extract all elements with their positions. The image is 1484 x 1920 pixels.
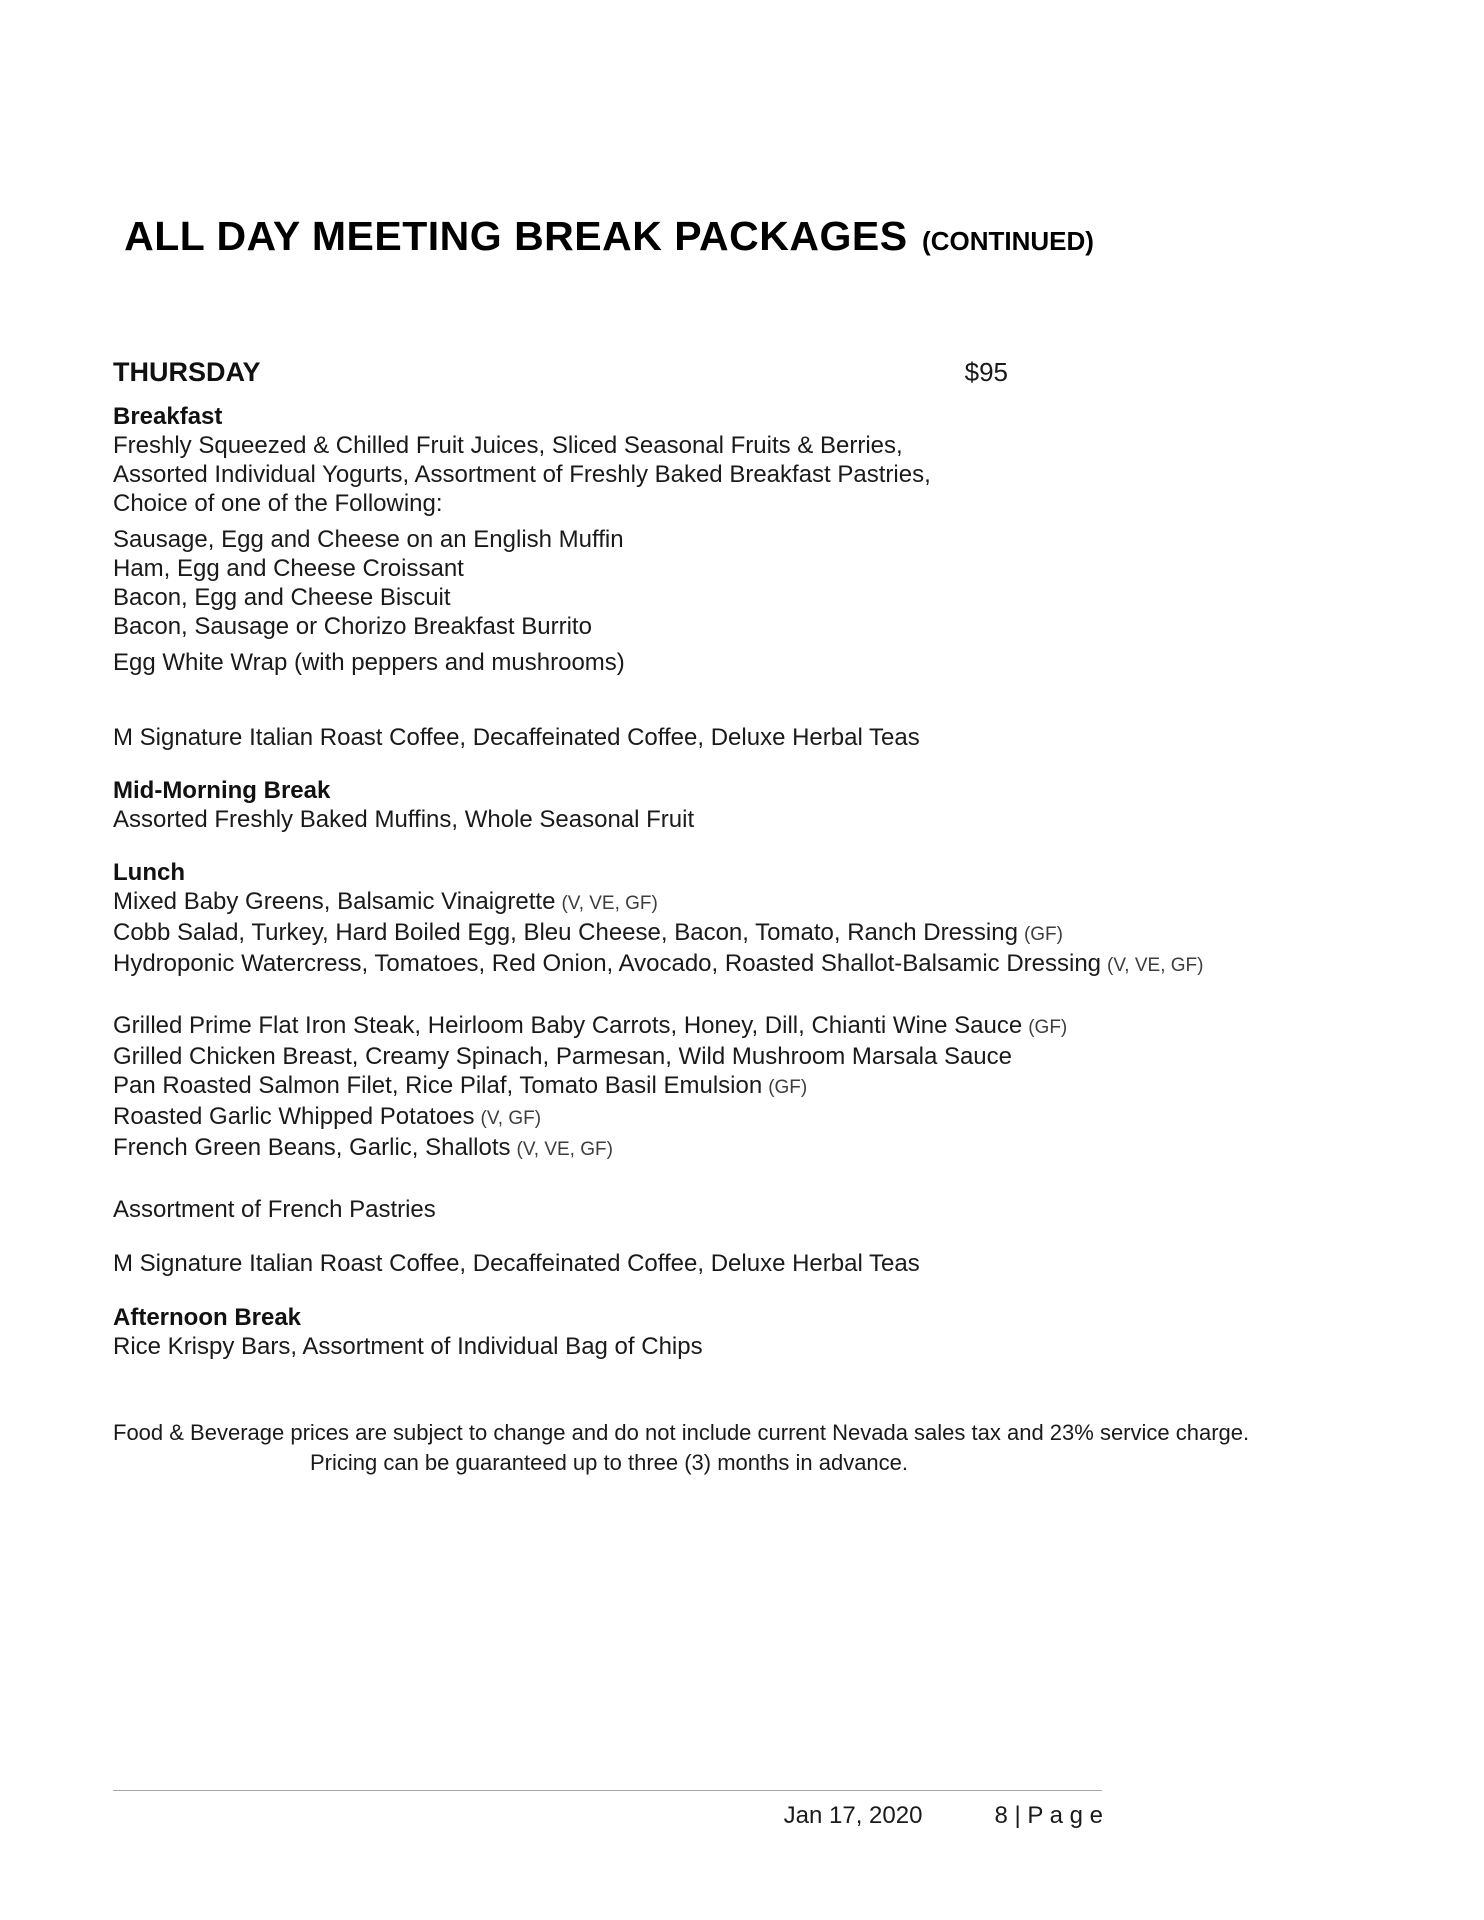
menu-line <box>113 1011 1105 1042</box>
menu-item-text: Cobb Salad, Turkey, Hard Boiled Egg, Bleu Cheese, Bacon, Tomato, Ranch Dressing <box>113 919 1018 946</box>
menu-item-text: Hydroponic Watercress, Tomatoes, Red Onion, Avocado, Roasted Shallot-Balsamic Dressing <box>113 950 1102 977</box>
menu-line <box>113 1102 1105 1133</box>
dietary-tag: (V, VE, GF) <box>561 893 658 914</box>
page-title-continued: (CONTINUED) <box>922 226 1094 256</box>
menu-item-text: French Green Beans, Garlic, Shallots <box>113 1134 511 1161</box>
footer-note-2: Pricing can be guaranteed up to three (3) months in advance. <box>309 1450 909 1475</box>
menu-line: Bacon, Sausage or Chorizo Breakfast Burrito <box>113 613 592 640</box>
section-heading-breakfast: Breakfast <box>113 403 223 430</box>
dietary-tag: (GF) <box>1028 1017 1068 1038</box>
menu-item-text: Grilled Prime Flat Iron Steak, Heirloom Baby Carrots, Honey, Dill, Chianti Wine Sauce <box>113 1012 1023 1039</box>
menu-line <box>113 1071 1105 1102</box>
menu-line: Assortment of French Pastries <box>113 1196 436 1223</box>
dietary-tag: (V, VE, GF) <box>1107 955 1204 976</box>
footer-date: Jan 17, 2020 <box>783 1802 923 1829</box>
day-header <box>113 358 1105 387</box>
page-title <box>113 212 1105 270</box>
menu-line: Egg White Wrap (with peppers and mushrooms) <box>113 649 625 676</box>
footer-row <box>113 1802 1103 1830</box>
section-heading-afternoon: Afternoon Break <box>113 1304 302 1331</box>
page-number: 8 | P a g e <box>994 1802 1103 1829</box>
menu-item-text: Pan Roasted Salmon Filet, Rice Pilaf, Tomato Basil Emulsion <box>113 1072 763 1099</box>
menu-line: Assorted Individual Yogurts, Assortment of Freshly Baked Breakfast Pastries, <box>113 461 931 488</box>
menu-line <box>113 1133 1105 1164</box>
dietary-tag: (GF) <box>768 1077 808 1098</box>
menu-line <box>113 949 1204 980</box>
day-label: THURSDAY <box>113 357 261 387</box>
menu-line: Ham, Egg and Cheese Croissant <box>113 555 464 582</box>
menu-line <box>113 918 1105 949</box>
section-heading-mid-morning: Mid-Morning Break <box>113 777 331 804</box>
footer-note-1: Food & Beverage prices are subject to change and do not include current Nevada sales tax and 23% service charge. <box>113 1420 1250 1445</box>
menu-line: Sausage, Egg and Cheese on an English Muffin <box>113 526 624 553</box>
menu-line <box>113 1042 1105 1071</box>
dietary-tag: (V, VE, GF) <box>516 1139 613 1160</box>
footer-notes <box>113 1418 1250 1478</box>
menu-line-beverages: M Signature Italian Roast Coffee, Decaffeinated Coffee, Deluxe Herbal Teas <box>113 724 920 751</box>
price-label: $95 <box>964 357 1008 387</box>
menu-line <box>113 887 1105 918</box>
dietary-tag: (GF) <box>1023 924 1063 945</box>
menu-item-text: Grilled Chicken Breast, Creamy Spinach, Parmesan, Wild Mushroom Marsala Sauce <box>113 1043 1013 1070</box>
menu-line-beverages: M Signature Italian Roast Coffee, Decaffeinated Coffee, Deluxe Herbal Teas <box>113 1250 920 1277</box>
menu-line: Freshly Squeezed & Chilled Fruit Juices, Sliced Seasonal Fruits & Berries, <box>113 432 903 459</box>
menu-line: Assorted Freshly Baked Muffins, Whole Seasonal Fruit <box>113 806 695 833</box>
menu-item-text: Roasted Garlic Whipped Potatoes <box>113 1103 475 1130</box>
menu-line: Choice of one of the Following: <box>113 490 443 517</box>
section-heading-lunch: Lunch <box>113 859 185 886</box>
menu-content <box>113 0 1204 1361</box>
page-title-main: ALL DAY MEETING BREAK PACKAGES <box>124 213 908 259</box>
footer-divider <box>113 1790 1102 1791</box>
menu-item-text: Mixed Baby Greens, Balsamic Vinaigrette <box>113 888 556 915</box>
menu-line: Rice Krispy Bars, Assortment of Individual Bag of Chips <box>113 1333 703 1360</box>
menu-line: Bacon, Egg and Cheese Biscuit <box>113 584 451 611</box>
dietary-tag: (V, GF) <box>480 1108 542 1129</box>
